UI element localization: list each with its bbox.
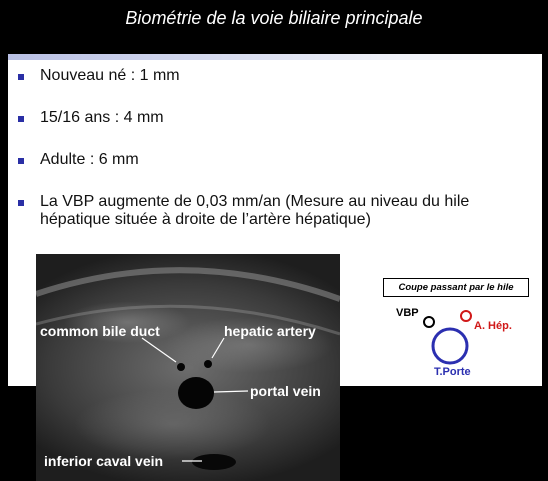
bullet-text-2: 15/16 ans : 4 mm bbox=[40, 109, 164, 126]
label-ivc: inferior caval vein bbox=[44, 453, 164, 469]
ivc-shape bbox=[192, 454, 236, 470]
panel-accent-bar bbox=[8, 54, 542, 60]
bullet-text-1: Nouveau né : 1 mm bbox=[40, 67, 180, 84]
bullet-text-4-line2: hépatique située à droite de l’artère hépatique) bbox=[40, 211, 371, 228]
vbp-circle bbox=[424, 317, 434, 327]
bullet-marker bbox=[18, 116, 24, 122]
label-ahep: A. Hép. bbox=[474, 320, 512, 332]
bullet-marker bbox=[18, 200, 24, 206]
portal-vein-shape bbox=[178, 377, 214, 409]
label-vbp: VBP bbox=[396, 307, 419, 319]
cbd-pointer bbox=[142, 338, 176, 362]
ultrasound-graphics bbox=[36, 254, 340, 481]
cbd-shape bbox=[177, 363, 185, 371]
bullet-text-4-line1: La VBP augmente de 0,03 mm/an (Mesure au niveau du hile bbox=[40, 193, 470, 210]
bullet-marker bbox=[18, 74, 24, 80]
ha-shape bbox=[204, 360, 212, 368]
ultrasound-image bbox=[36, 254, 340, 481]
bullet-text-3: Adulte : 6 mm bbox=[40, 151, 139, 168]
diagram-caption: Coupe passant par le hile bbox=[383, 278, 529, 297]
tporte-circle bbox=[433, 329, 467, 363]
label-tporte: T.Porte bbox=[434, 366, 471, 378]
label-pv: portal vein bbox=[250, 383, 321, 399]
slide-title: Biométrie de la voie biliaire principale bbox=[125, 8, 423, 28]
bullet-marker bbox=[18, 158, 24, 164]
ahep-circle bbox=[461, 311, 471, 321]
pv-pointer bbox=[214, 391, 248, 392]
ha-pointer bbox=[212, 338, 224, 358]
label-ha: hepatic artery bbox=[224, 323, 316, 339]
label-cbd: common bile duct bbox=[40, 323, 160, 339]
